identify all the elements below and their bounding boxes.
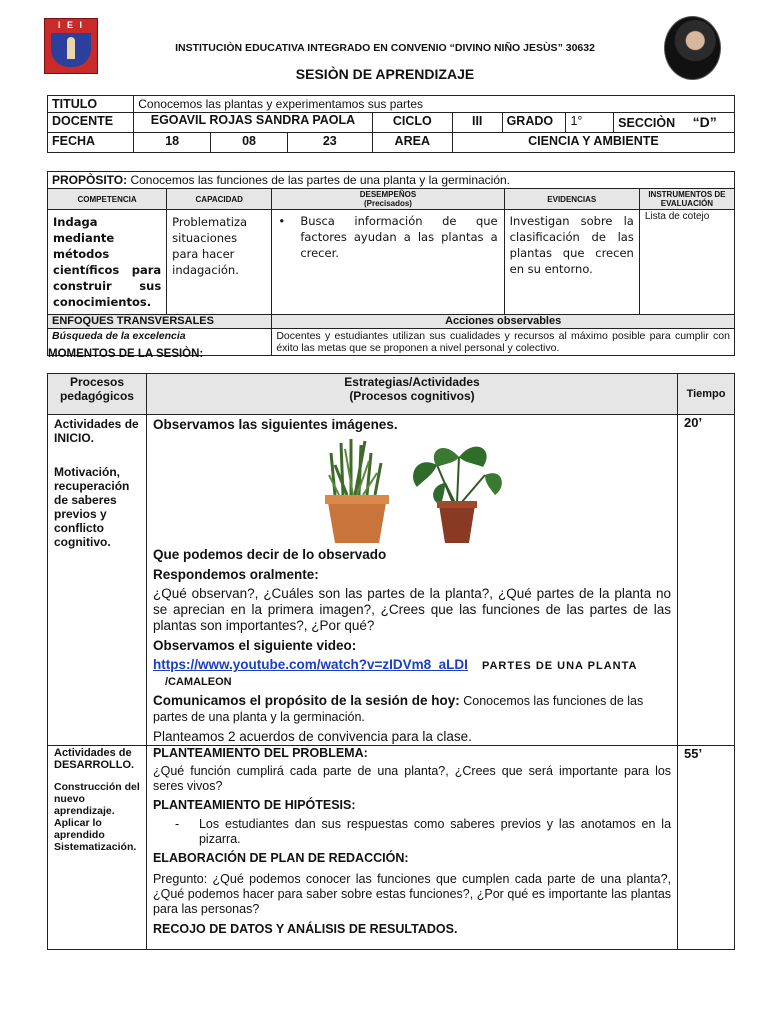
seccion-value: “D” [692,114,717,130]
evidencia-value: Investigan sobre la clasificación de las plantas que crecen en su entorno. [504,210,639,315]
enfoque-value: Búsqueda de la excelencia [48,329,272,356]
purpose-line [153,693,671,725]
desarrollo-label: Actividades de DESARROLLO. [54,747,135,771]
problem-title: PLANTEAMIENTO DEL PROBLEMA: [152,746,368,760]
grado-label: GRADO [502,113,566,133]
rosemary-plant-icon [325,439,389,543]
dash-icon: - [174,817,180,831]
school-logo [44,18,98,74]
video-line [153,657,671,674]
area-value: CIENCIA Y AMBIENTE [452,133,734,153]
col-estrategias-cell [146,374,677,415]
video-name-2: /CAMALEON [164,676,232,688]
video-title: Observamos el siguiente video: [152,638,357,653]
logo-figure-icon [67,37,75,59]
inicio-observe: Observamos las siguientes imágenes. [152,417,398,432]
hypothesis-title: PLANTEAMIENTO DE HIPÓTESIS: [152,798,356,812]
hypothesis-item [153,817,671,847]
fecha-label: FECHA [48,133,134,153]
momentos-title: MOMENTOS DE LA SESIÒN: [48,348,204,360]
inicio-question-title: Que podemos decir de lo observado [152,547,387,562]
titulo-label: TITULO [48,96,134,113]
header-competencia: COMPETENCIA [48,189,167,210]
inicio-activities [146,415,677,746]
desarrollo-time: 55’ [678,746,735,950]
purpose-label: PROPÒSITO: [52,173,128,187]
seccion-cell [614,113,735,133]
purpose-row [48,172,735,189]
header-evidencias: EVIDENCIAS [504,189,639,210]
bullet-icon: • [278,214,286,228]
grado-value: 1° [566,113,614,133]
header-instrumentos: INSTRUMENTOS DE EVALUACIÓN [639,189,734,210]
inicio-oral: Respondemos oralmente: [152,567,319,582]
video-link[interactable]: https://www.youtube.com/watch?v=zIDVm8_aLDI [152,657,468,672]
header-desempenos [272,189,504,210]
purpose-text: Conocemos las funciones de las partes de una planta y la germinación. [127,173,511,187]
col-estrategias-sub: (Procesos cognitivos) [349,389,475,403]
header-precisados: (Precisados) [363,199,412,208]
inicio-questions-text: ¿Qué observan?, ¿Cuáles son las partes de la planta?, ¿Qué partes de la planta no se aprecian en la primera imagen?, ¿Crees que las funciones de las partes de las plantas son importantes?, ¿Por qué? [152,586,672,633]
hypothesis-text: Los estudiantes dan sus respuestas como saberes previos y las anotamos en la pizarra. [198,817,672,846]
plant-pots-image [325,435,505,549]
accion-value: Docentes y estudiantes utilizan sus cualidades y recursos al máximo posible para cumplir con éxito las metas que se proponen a nivel personal y colectivo. [272,329,735,356]
inicio-process [48,415,147,746]
desempeno-cell [272,210,504,315]
alocasia-plant-icon [413,447,502,543]
session-info-table [47,95,735,153]
momentos-table [47,373,735,950]
ciclo-value: III [452,113,502,133]
problem-text: ¿Qué función cumplirá cada parte de una planta?, ¿Crees que será importante para los seres vivos? [152,764,672,793]
inicio-questions [153,586,671,634]
inicio-purpose-text: Conocemos las funciones de las partes de una planta y la germinación. [152,694,644,724]
desarrollo-sub: Construcción del nuevo aprendizaje. Aplicar lo aprendido Sistematización. [54,781,140,853]
fecha-year: 23 [287,133,372,153]
col-estrategias: Estrategias/Actividades [344,375,480,389]
video-name: PARTES DE UNA PLANTA [477,660,638,672]
plant-images [153,433,671,547]
inicio-purpose-label: Comunicamos el propósito de la sesión de hoy: [152,693,460,708]
competencia-value: Indaga mediante métodos científicos para construir sus conocimientos. [48,210,167,315]
purpose-table [47,171,735,356]
header-capacidad: CAPACIDAD [167,189,272,210]
fecha-day: 18 [134,133,211,153]
area-label: AREA [372,133,452,153]
desarrollo-activities [146,746,677,950]
col-tiempo: Tiempo [678,374,735,415]
data-title: RECOJO DE DATOS Y ANÁLISIS DE RESULTADOS. [152,922,458,936]
seccion-label: SECCIÒN [618,116,676,130]
fecha-month: 08 [211,133,288,153]
instrumento-value: Lista de cotejo [639,210,734,315]
plan-title: ELABORACIÓN DE PLAN DE REDACCIÓN: [152,851,409,865]
capacidad-value: Problematiza situaciones para hacer indagación. [167,210,272,315]
desempeno-value: Busca información de que factores ayudan a las plantas a crecer. [300,214,498,260]
inicio-sub: Motivación, recuperación de saberes previos y conflicto cognitivo. [54,465,130,549]
page-title: SESIÒN DE APRENDIZAJE [295,66,475,82]
acciones-label: Acciones observables [272,315,735,329]
portrait-photo [664,16,721,80]
docente-label: DOCENTE [48,113,134,133]
titulo-value: Conocemos las plantas y experimentamos sus partes [134,96,735,113]
inicio-time: 20’ [678,415,735,746]
header-desempenos-title: DESEMPEÑOS [359,190,417,199]
institution-name: INSTITUCIÒN EDUCATIVA INTEGRADO EN CONVENIO “DIVINO NIÑO JESÙS” 30632 [175,42,595,54]
docente-value: EGOAVIL ROJAS SANDRA PAOLA [134,113,372,133]
inicio-label: Actividades de INICIO. [54,417,139,445]
inicio-agreements: Planteamos 2 acuerdos de convivencia para la clase. [152,729,472,744]
col-procesos: Procesos pedagógicos [48,374,147,415]
logo-text: I E I [57,20,84,30]
desarrollo-process [48,746,147,950]
plan-text: Pregunto: ¿Qué podemos conocer las funciones que cumplen cada parte de una planta?, ¿Qué podemos hacer para saber sobre estas funciones?, ¿Por qué es importante las plantas para las personas? [152,872,672,916]
ciclo-label: CICLO [372,113,452,133]
enfoques-label: ENFOQUES TRANSVERSALES [48,315,272,329]
